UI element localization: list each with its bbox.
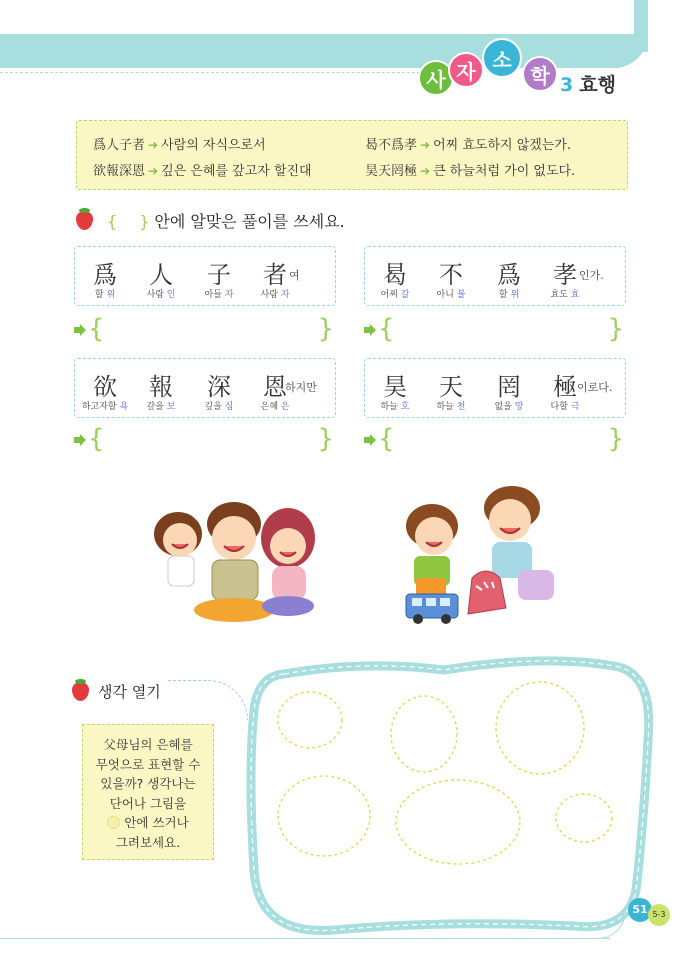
summary-meaning: 어찌 효도하지 않겠는가.: [433, 138, 572, 153]
note-line: 그려보세요.: [115, 834, 181, 850]
footer-line: [0, 938, 610, 939]
bracket-close: }: [607, 424, 624, 454]
note-line: 안에 쓰거나: [124, 815, 189, 830]
arrow-icon: ➔: [148, 138, 159, 152]
hanja-char: 曷: [383, 261, 407, 289]
hanja-char: 天: [439, 373, 463, 401]
boys-playing-illustration: [380, 486, 570, 626]
reading: [535, 399, 595, 412]
hanja-char: 子: [207, 261, 231, 289]
header-band-edge: [634, 0, 648, 52]
hanja-char: 者: [263, 261, 287, 289]
book-title: [418, 38, 568, 98]
hanja-char: 恩: [263, 373, 287, 401]
arrow-icon: ➔: [420, 138, 431, 152]
reading-meaning: 할: [498, 290, 508, 300]
title-char-1: 사: [418, 60, 454, 96]
instruction-label: 안에 알맞은 풀이를 쓰세요.: [154, 212, 345, 231]
title-char-4: 학: [522, 56, 558, 92]
reading: [365, 399, 425, 412]
reading-meaning: 하늘: [380, 402, 398, 412]
reading: [535, 287, 595, 300]
reading-meaning: 아니: [436, 290, 454, 300]
reading-sound: 불: [456, 290, 466, 300]
hanja-suffix: 이로다.: [577, 381, 613, 394]
reading-meaning: 깊을: [204, 402, 222, 412]
reading: [189, 399, 249, 412]
summary-hanja: 爲人子者: [93, 138, 146, 153]
strawberry-icon: [72, 682, 89, 701]
hanja-char: 爲: [497, 261, 521, 289]
unit-title: 효행: [579, 74, 616, 96]
hanja-char: 人: [149, 261, 173, 289]
dashed-connector: [168, 680, 248, 720]
summary-item: [93, 134, 266, 153]
reading-sound: 효: [570, 290, 580, 300]
hanja-chars: [75, 367, 335, 401]
reading-sound: 망: [514, 402, 524, 412]
reading-meaning: 하늘: [436, 402, 454, 412]
hanja-char: 深: [207, 373, 231, 401]
bracket-close: }: [317, 314, 334, 344]
hanja-readings: [75, 399, 335, 413]
summary-item: [365, 134, 571, 153]
summary-hanja: 欲報深恩: [93, 164, 146, 179]
reading-meaning: 사람: [146, 290, 164, 300]
reading: [131, 287, 191, 300]
reading: [131, 399, 191, 412]
hanja-readings: [75, 287, 335, 301]
bracket-close: }: [607, 314, 624, 344]
bracket-open: {: [378, 424, 395, 454]
summary-hanja: 昊天罔極: [365, 164, 418, 179]
hanja-suffix: 여: [289, 269, 300, 282]
reading: [245, 399, 305, 412]
hanja-card: [74, 358, 336, 418]
hanja-readings: [365, 287, 625, 301]
note-line: 있을까? 생각나는: [100, 776, 196, 791]
reading-meaning: 할: [94, 290, 104, 300]
bracket-open: {: [378, 314, 395, 344]
reading-sound: 심: [224, 402, 234, 412]
bracket-open: {: [88, 424, 105, 454]
reading-sound: 위: [106, 290, 116, 300]
arrow-icon: [74, 324, 86, 336]
hanja-suffix: 인가.: [579, 269, 604, 282]
bracket-close: }: [139, 212, 150, 231]
hanja-card: [364, 358, 626, 418]
hanja-char: 不: [439, 261, 463, 289]
hanja-char: 孝: [553, 261, 577, 289]
strawberry-icon: [76, 211, 93, 230]
summary-item: [93, 160, 312, 179]
think-title-text: 생각 열기: [98, 683, 161, 701]
reading: [365, 287, 425, 300]
reading: [189, 287, 249, 300]
cloud-border: [251, 661, 649, 931]
hanja-chars: [75, 255, 335, 289]
arrow-icon: [74, 434, 86, 446]
reading-meaning: 하고자할: [81, 402, 117, 412]
reading-meaning: 없을: [494, 402, 512, 412]
reading-sound: 자: [224, 290, 234, 300]
summary-meaning: 깊은 은혜를 갚고자 할진대: [161, 164, 312, 179]
note-line-with-circle: [83, 813, 213, 833]
hanja-readings: [365, 399, 625, 413]
arrow-icon: ➔: [148, 164, 159, 178]
reading: [479, 287, 539, 300]
reading: [75, 287, 135, 300]
reading-sound: 극: [570, 402, 580, 412]
reading-meaning: 은혜: [260, 402, 278, 412]
reading: [75, 399, 135, 412]
title-char-2: 자: [448, 52, 484, 88]
summary-box: [76, 120, 628, 190]
reading-meaning: 다할: [550, 402, 568, 412]
reading-sound: 천: [456, 402, 466, 412]
hanja-card: [74, 246, 336, 306]
reading: [421, 399, 481, 412]
instruction-text: [102, 209, 345, 232]
hanja-card: [364, 246, 626, 306]
answer-field[interactable]: [74, 316, 336, 346]
summary-hanja: 曷不爲孝: [365, 138, 418, 153]
family-illustration: [148, 494, 318, 630]
reading-sound: 위: [510, 290, 520, 300]
hanja-chars: [365, 255, 625, 289]
circle-icon: [107, 816, 120, 829]
title-char-3: 소: [482, 38, 522, 78]
arrow-icon: ➔: [420, 164, 431, 178]
drawing-area[interactable]: [244, 650, 664, 940]
reading-sound: 자: [280, 290, 290, 300]
bracket-close: }: [317, 424, 334, 454]
bracket-open: {: [107, 212, 118, 231]
hanja-char: 爲: [93, 261, 117, 289]
arrow-icon: [364, 324, 376, 336]
hanja-chars: [365, 367, 625, 401]
page-number: 51: [628, 898, 652, 922]
hanja-char: 昊: [383, 373, 407, 401]
answer-field[interactable]: [74, 426, 336, 456]
hanja-char: 欲: [93, 373, 117, 401]
hanja-suffix: 하지만: [285, 381, 317, 394]
note-line: 무엇으로 표현할 수: [95, 756, 201, 772]
reading-sound: 욕: [119, 402, 129, 412]
reading: [421, 287, 481, 300]
reading: [479, 399, 539, 412]
hanja-char: 極: [553, 373, 577, 401]
reading-meaning: 어찌: [380, 290, 398, 300]
answer-field[interactable]: [364, 316, 626, 346]
note-line: 父母님의 은혜를: [103, 737, 193, 752]
reading: [245, 287, 305, 300]
answer-field[interactable]: [364, 426, 626, 456]
note-line: 단어나 그림을: [109, 795, 187, 811]
think-note: [82, 724, 214, 860]
summary-meaning: 큰 하늘처럼 가이 없도다.: [433, 164, 576, 179]
reading-meaning: 효도: [550, 290, 568, 300]
reading-sound: 호: [400, 402, 410, 412]
summary-item: [365, 160, 575, 179]
bracket-open: {: [88, 314, 105, 344]
reading-sound: 갈: [400, 290, 410, 300]
page-sub-number: 5-3: [648, 904, 670, 926]
arrow-icon: [364, 434, 376, 446]
reading-sound: 인: [166, 290, 176, 300]
reading-meaning: 갚을: [146, 402, 164, 412]
reading-sound: 은: [280, 402, 290, 412]
reading-sound: 보: [166, 402, 176, 412]
summary-meaning: 사람의 자식으로서: [161, 138, 266, 153]
hanja-char: 罔: [497, 373, 521, 401]
reading-meaning: 사람: [260, 290, 278, 300]
header-dashed-line: [0, 72, 440, 73]
reading-meaning: 아들: [204, 290, 222, 300]
unit-label: [560, 70, 616, 97]
unit-number: 3: [560, 74, 574, 96]
hanja-char: 報: [149, 373, 173, 401]
